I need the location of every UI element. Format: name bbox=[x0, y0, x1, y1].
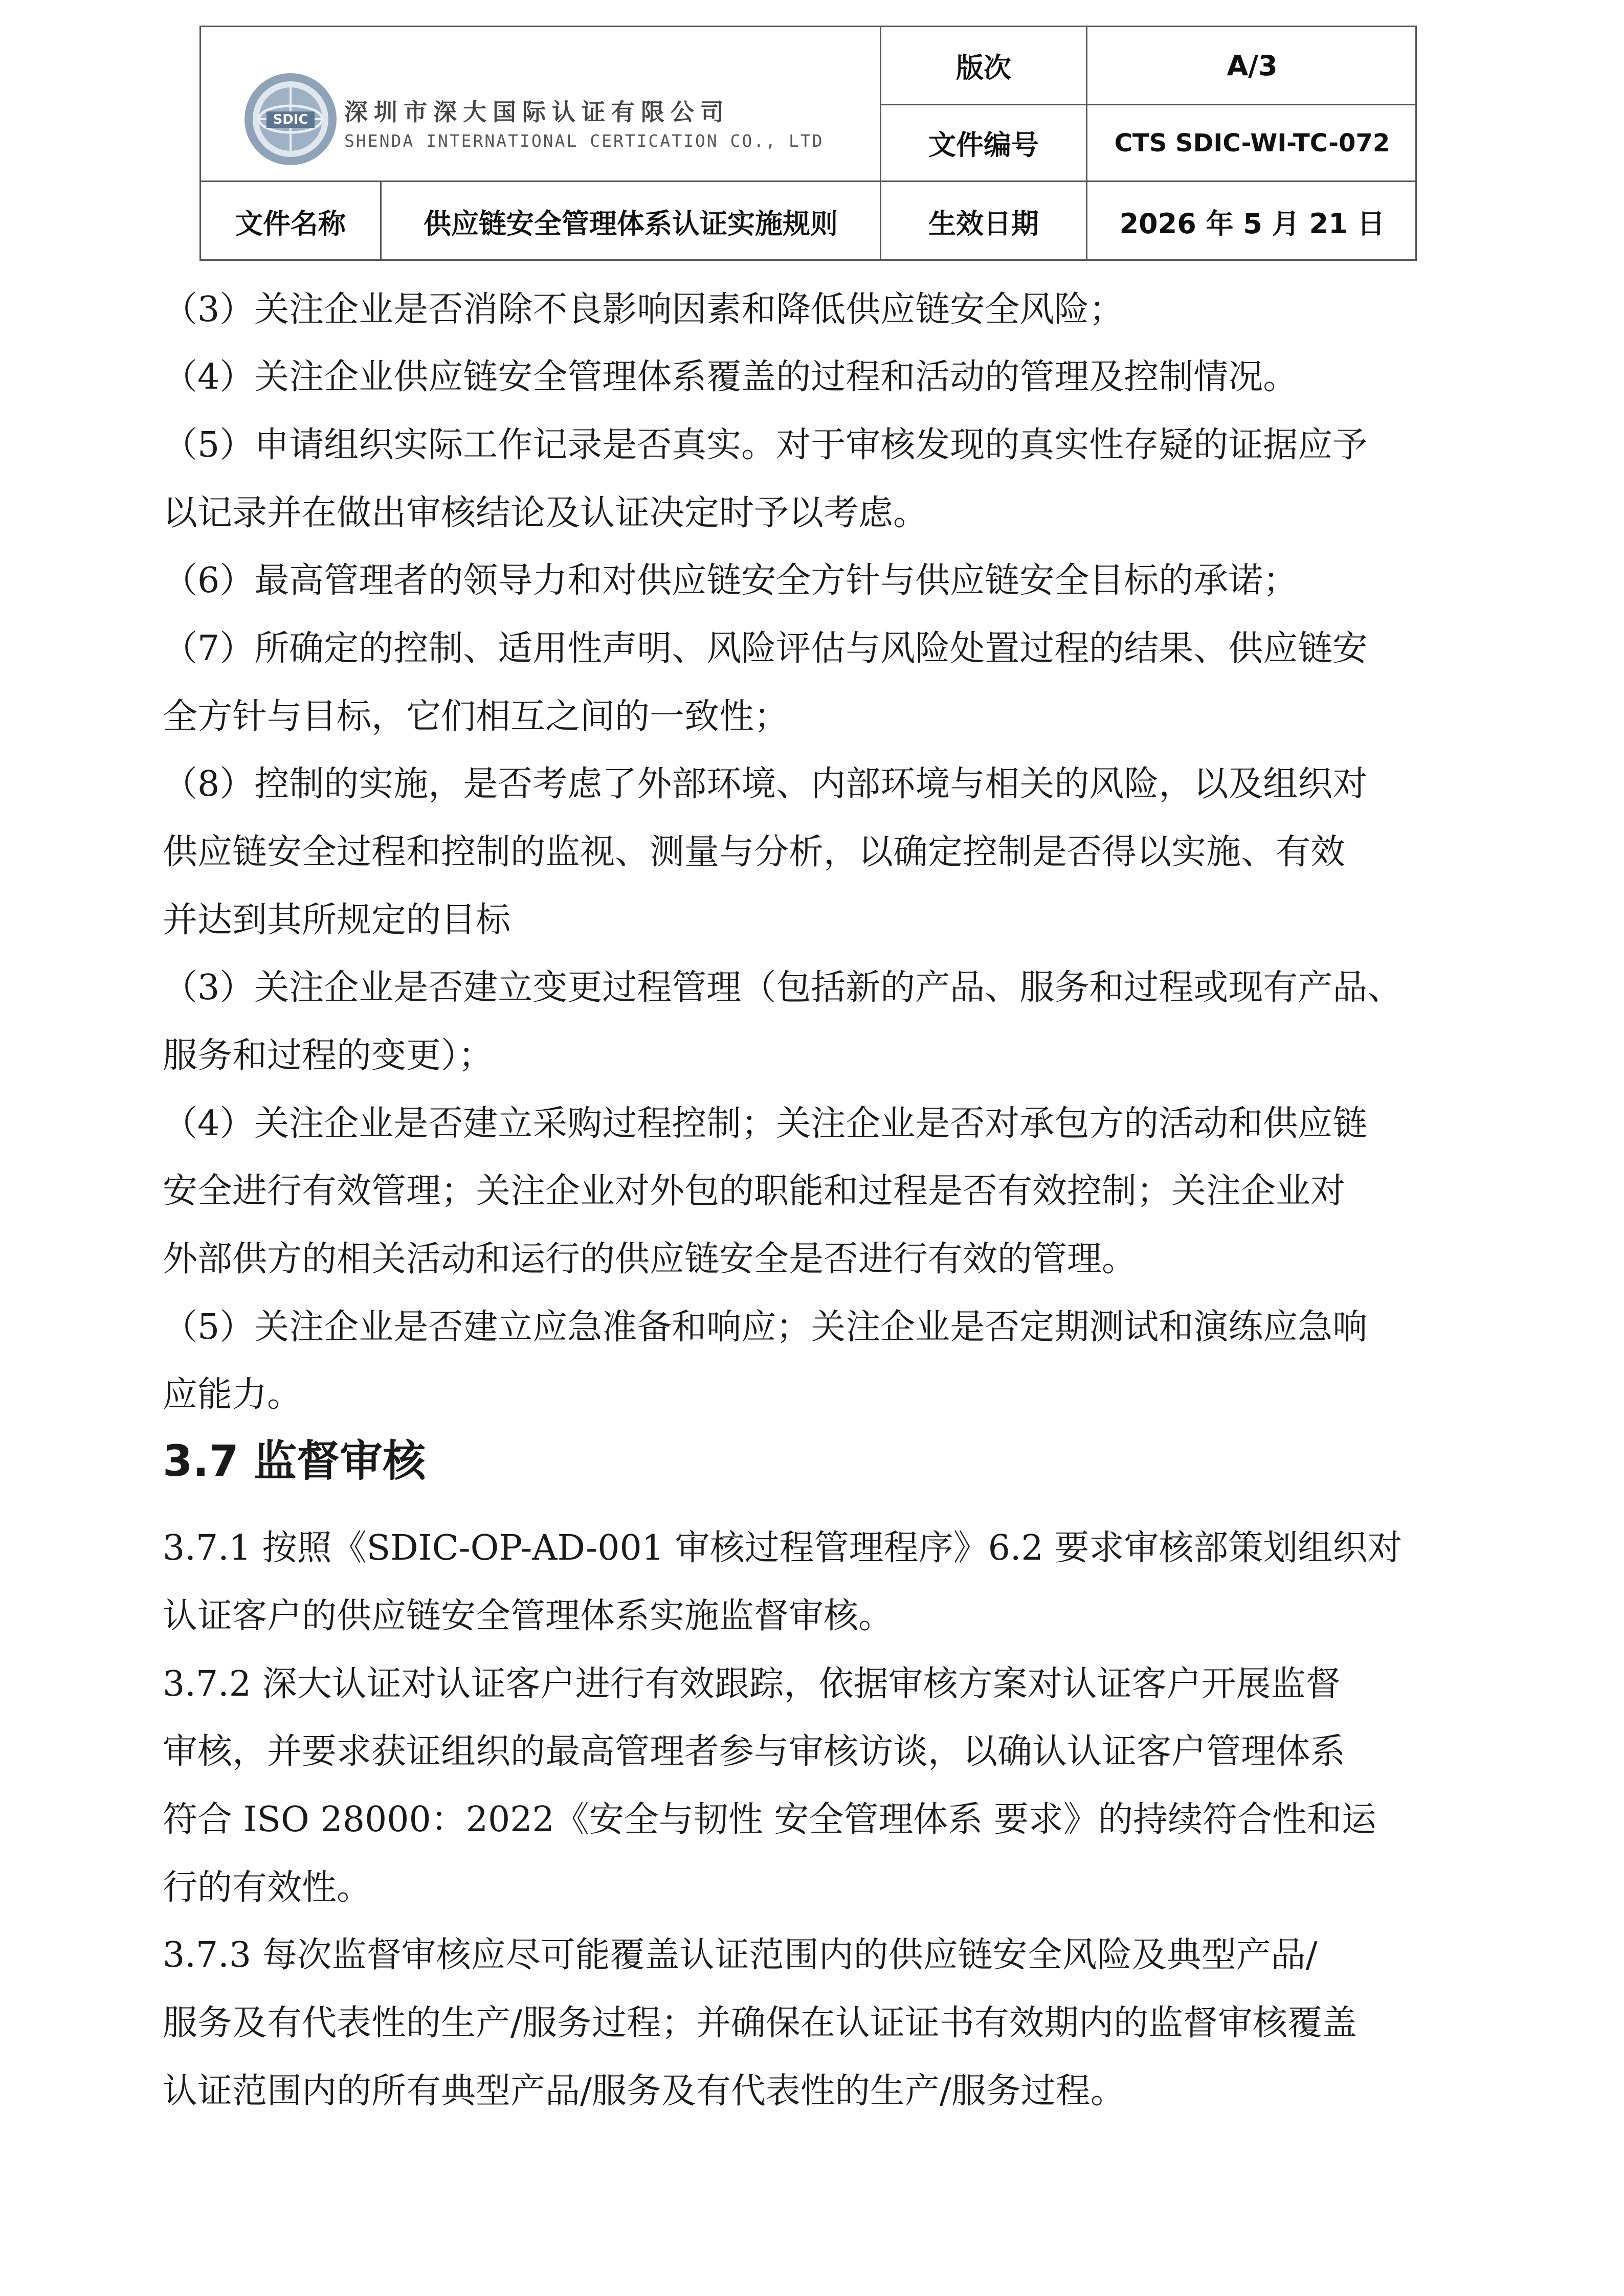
body-line: 应能力。 bbox=[163, 1375, 302, 1415]
company-name-en: SHENDA INTERNATIONAL CERTICATION CO., LTD bbox=[344, 131, 824, 151]
version-label: 版次 bbox=[956, 51, 1011, 84]
body-line: 安全进行有效管理；关注企业对外包的职能和过程是否有效控制；关注企业对 bbox=[163, 1171, 1346, 1211]
effective-date-label: 生效日期 bbox=[928, 207, 1039, 240]
body-line: （3）关注企业是否建立变更过程管理（包括新的产品、服务和过程或现有产品、 bbox=[163, 967, 1403, 1008]
body-line: 符合 ISO 28000：2022《安全与韧性 安全管理体系 要求》的持续符合性和运 bbox=[163, 1799, 1377, 1840]
document-number-value: CTS SDIC-WI-TC-072 bbox=[1114, 128, 1390, 157]
body-line: 3.7.2 深大认证对认证客户进行有效跟踪，依据审核方案对认证客户开展监督 bbox=[163, 1664, 1341, 1704]
body-line: 行的有效性。 bbox=[163, 1867, 372, 1908]
body-line: 并达到其所规定的目标 bbox=[163, 900, 511, 940]
company-name-cn: 深圳市深大国际认证有限公司 bbox=[344, 98, 730, 126]
body-line: （6）最高管理者的领导力和对供应链安全方针与供应链安全目标的承诺； bbox=[163, 560, 1298, 601]
body-line: 审核，并要求获证组织的最高管理者参与审核访谈，以确认认证客户管理体系 bbox=[163, 1731, 1346, 1772]
version-value: A/3 bbox=[1227, 49, 1278, 82]
body-line: 认证范围内的所有典型产品/服务及有代表性的生产/服务过程。 bbox=[163, 2071, 1125, 2111]
document-number-label: 文件编号 bbox=[928, 129, 1039, 161]
document-header-table bbox=[199, 26, 1417, 261]
company-logo bbox=[242, 55, 907, 188]
body-line: 以记录并在做出审核结论及认证决定时予以考虑。 bbox=[163, 493, 928, 533]
body-line: （5）关注企业是否建立应急准备和响应；关注企业是否定期测试和演练应急响 bbox=[163, 1307, 1368, 1347]
company-emblem-icon bbox=[242, 71, 339, 168]
body-line: 服务及有代表性的生产/服务过程；并确保在认证证书有效期内的监督审核覆盖 bbox=[163, 2003, 1357, 2043]
section-heading: 3.7 监督审核 bbox=[163, 1436, 426, 1486]
body-line: 外部供方的相关活动和运行的供应链安全是否进行有效的管理。 bbox=[163, 1239, 1137, 1279]
body-line: （8）控制的实施，是否考虑了外部环境、内部环境与相关的风险，以及组织对 bbox=[163, 764, 1368, 804]
body-line: 3.7.3 每次监督审核应尽可能覆盖认证范围内的供应链安全风险及典型产品/ bbox=[163, 1935, 1318, 1975]
body-line: （5）申请组织实际工作记录是否真实。对于审核发现的真实性存疑的证据应予 bbox=[163, 425, 1368, 465]
body-line: 服务和过程的变更）； bbox=[163, 1036, 494, 1076]
body-line: （4）关注企业供应链安全管理体系覆盖的过程和活动的管理及控制情况。 bbox=[163, 357, 1298, 397]
body-line: （7）所确定的控制、适用性声明、风险评估与风险处置过程的结果、供应链安 bbox=[163, 628, 1368, 669]
body-line: 3.7.1 按照《SDIC-OP-AD-001 审核过程管理程序》6.2 要求审核部策划组织对 bbox=[163, 1528, 1403, 1568]
body-line: （3）关注企业是否消除不良影响因素和降低供应链安全风险； bbox=[163, 289, 1124, 330]
svg-text:SDIC: SDIC bbox=[273, 112, 308, 127]
document-name-label: 文件名称 bbox=[235, 207, 346, 240]
body-line: 全方针与目标，它们相互之间的一致性； bbox=[163, 696, 789, 737]
body-line: 认证客户的供应链安全管理体系实施监督审核。 bbox=[163, 1596, 894, 1636]
body-line: （4）关注企业是否建立采购过程控制；关注企业是否对承包方的活动和供应链 bbox=[163, 1104, 1368, 1144]
effective-date-value: 2026 年 5 月 21 日 bbox=[1119, 207, 1385, 240]
document-name-value: 供应链安全管理体系认证实施规则 bbox=[424, 207, 838, 240]
body-line: 供应链安全过程和控制的监视、测量与分析，以确定控制是否得以实施、有效 bbox=[163, 832, 1346, 872]
